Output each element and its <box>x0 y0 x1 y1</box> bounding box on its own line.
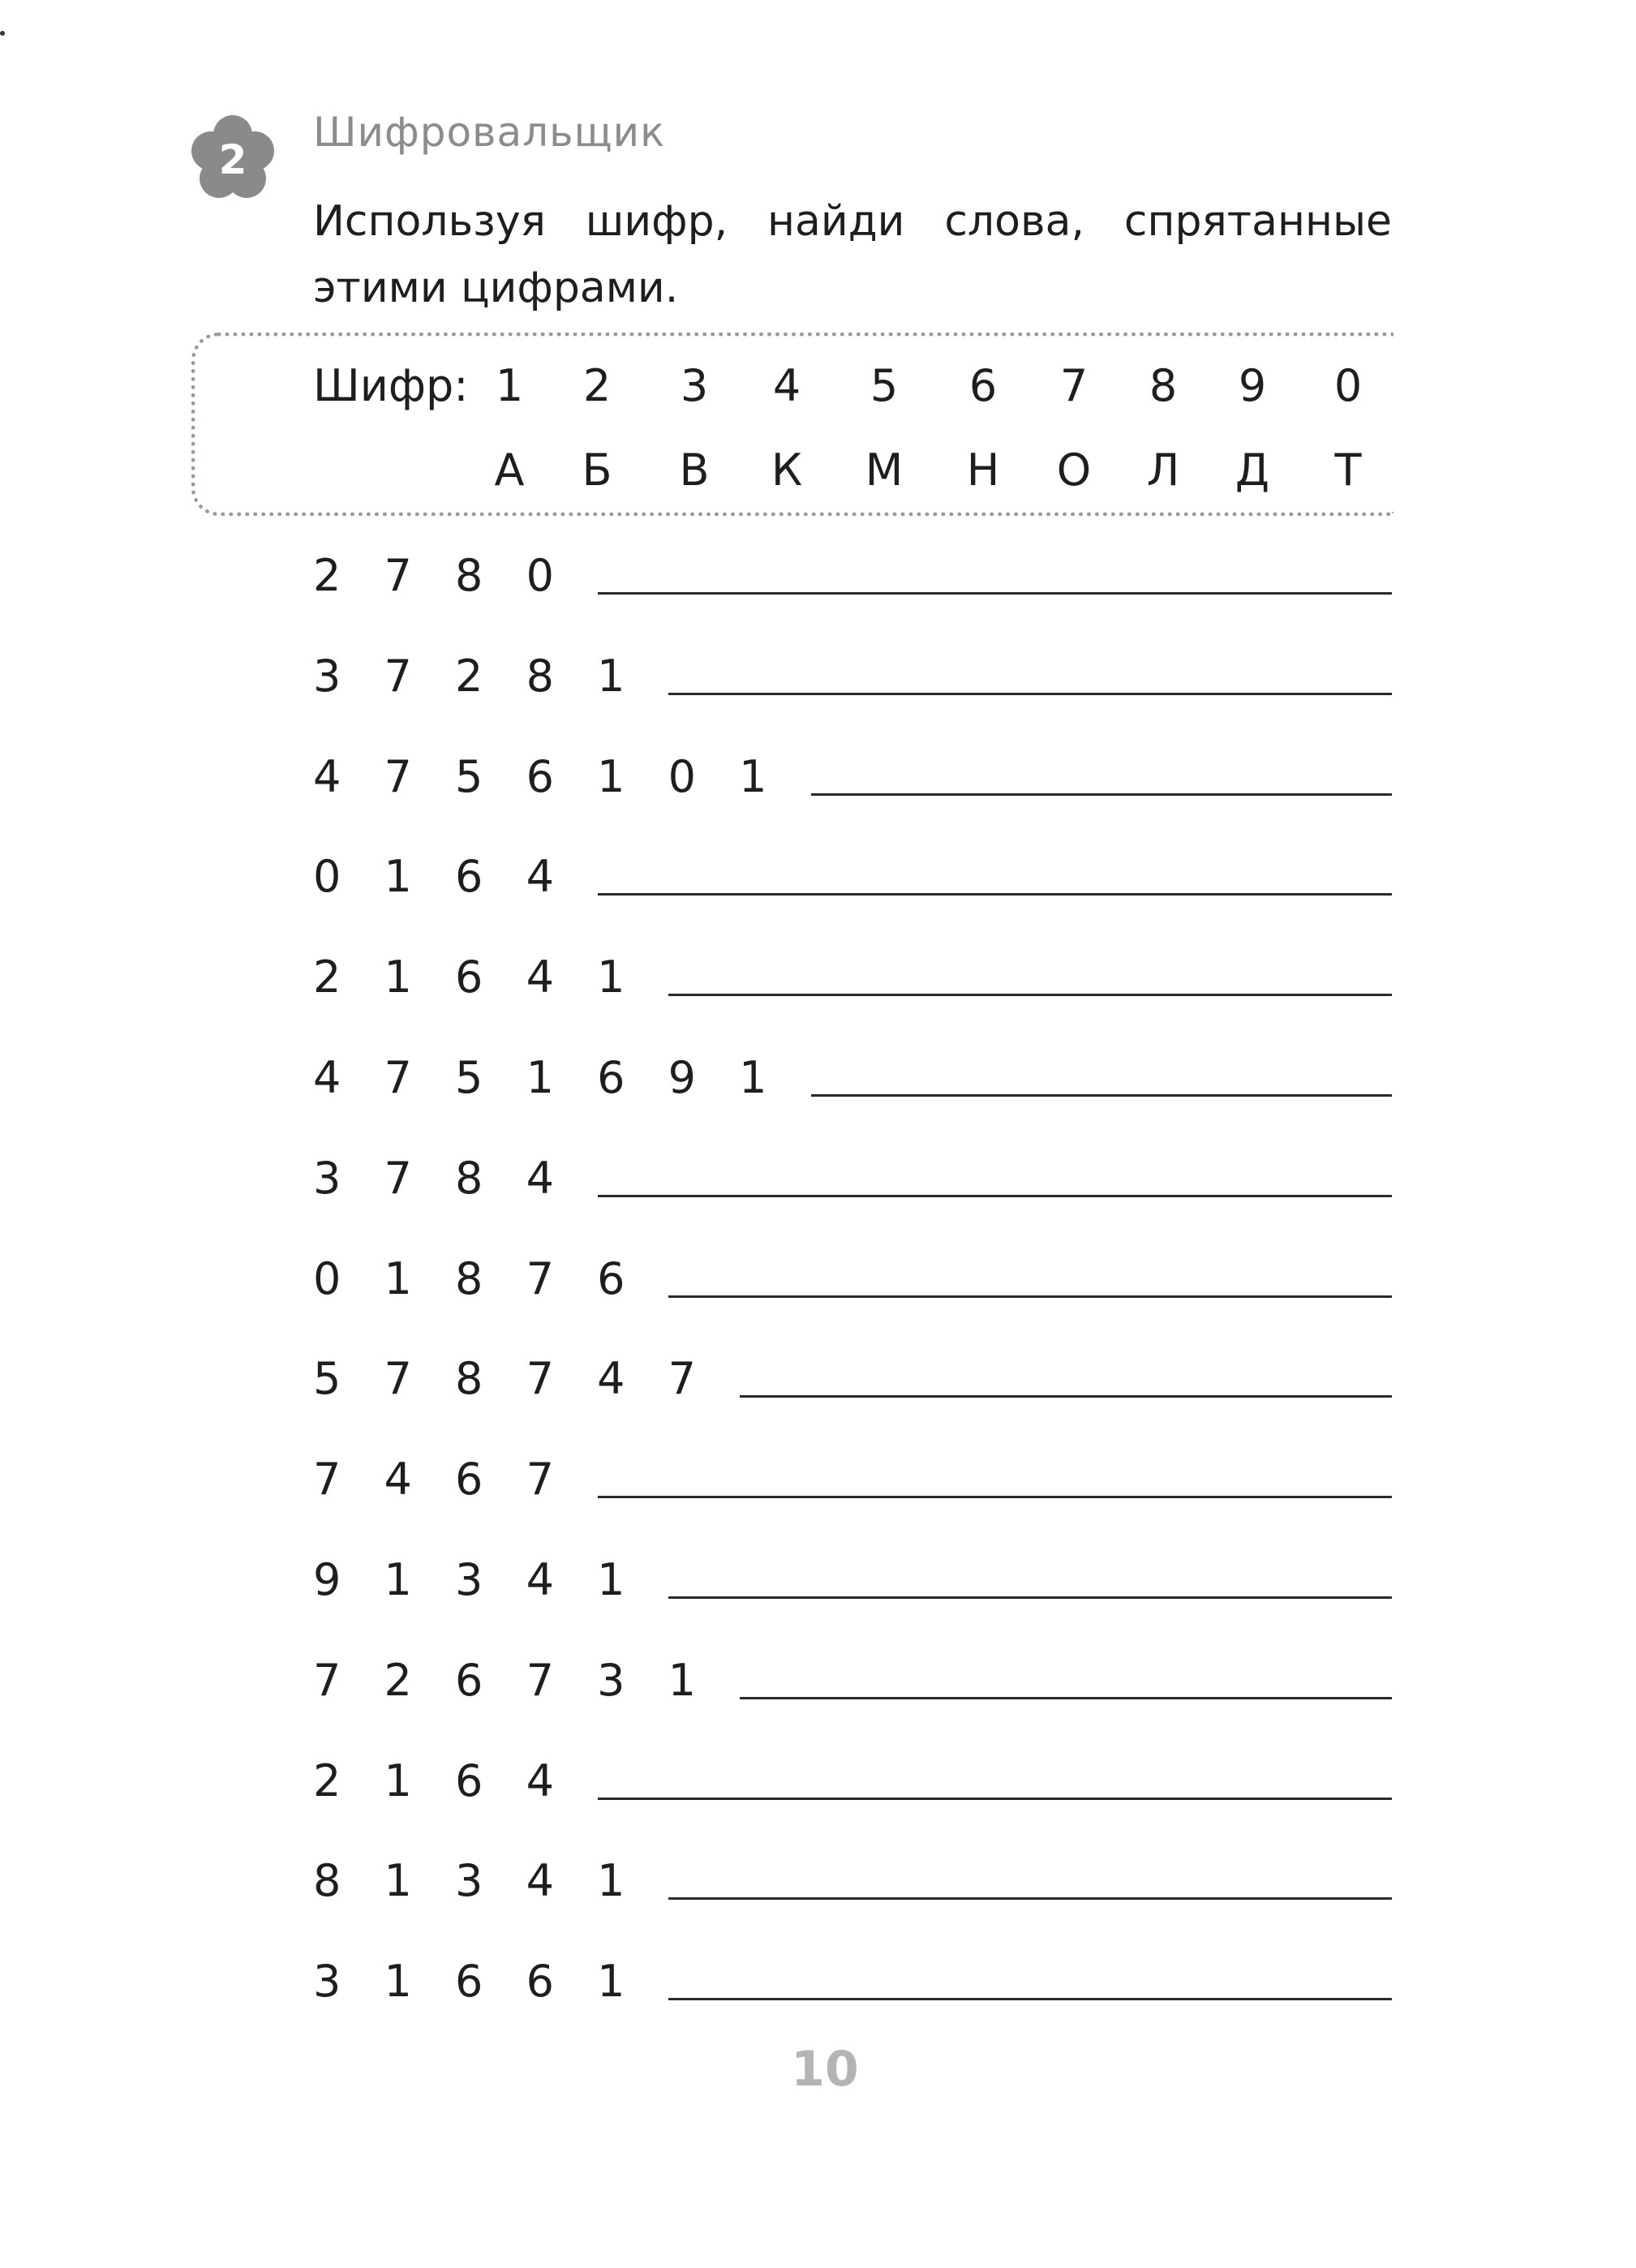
answer-line[interactable] <box>740 1395 1392 1398</box>
answer-line[interactable] <box>668 693 1392 695</box>
answer-line[interactable] <box>668 1998 1392 2000</box>
cipher-code: 9 1 3 4 1 <box>313 1554 640 1605</box>
page-number: 10 <box>791 2041 859 2098</box>
answer-line[interactable] <box>811 1094 1393 1097</box>
cipher-code: 8 1 3 4 1 <box>313 1855 640 1906</box>
scan-speck <box>0 31 5 36</box>
answer-line[interactable] <box>598 1496 1392 1498</box>
cipher-letter: Б <box>582 445 612 496</box>
cipher-code: 2 1 6 4 <box>313 1755 569 1806</box>
cipher-code: 2 1 6 4 1 <box>313 951 640 1003</box>
cipher-letter: М <box>865 445 904 496</box>
cipher-digit: 0 <box>1333 360 1363 411</box>
cipher-code: 5 7 8 7 4 7 <box>313 1353 711 1404</box>
cipher-letter: В <box>679 445 710 496</box>
cipher-code: 3 7 8 4 <box>313 1153 569 1204</box>
cipher-letter: А <box>494 445 525 496</box>
answer-line[interactable] <box>598 1798 1392 1800</box>
answer-line[interactable] <box>598 592 1392 595</box>
instruction <box>313 188 1392 321</box>
cipher-label: Шифр: <box>313 360 469 411</box>
cipher-digit: 9 <box>1238 360 1267 411</box>
cipher-digit: 5 <box>870 360 899 411</box>
cipher-digit: 6 <box>968 360 998 411</box>
cipher-code: 7 4 6 7 <box>313 1454 569 1505</box>
cipher-digit: 1 <box>495 360 524 411</box>
cipher-letter: Н <box>966 445 1000 496</box>
cipher-letter: Д <box>1235 445 1270 496</box>
answer-line[interactable] <box>740 1697 1392 1699</box>
cipher-code: 4 7 5 6 1 0 1 <box>313 751 782 802</box>
cipher-letter: Л <box>1146 445 1180 496</box>
cipher-code: 0 1 6 4 <box>313 851 569 902</box>
cipher-code: 2 7 8 0 <box>313 550 569 601</box>
cipher-digit: 8 <box>1149 360 1178 411</box>
cipher-letter: Т <box>1334 445 1362 496</box>
exercise-number-flower-icon <box>188 114 277 203</box>
cipher-code: 4 7 5 1 6 9 1 <box>313 1052 782 1103</box>
cipher-code: 0 1 8 7 6 <box>313 1253 640 1304</box>
answer-line[interactable] <box>598 1195 1392 1197</box>
answer-line[interactable] <box>668 994 1392 996</box>
cipher-letter: О <box>1056 445 1092 496</box>
instruction-line-2: этими цифрами. <box>313 264 679 312</box>
answer-line[interactable] <box>668 1295 1392 1298</box>
cipher-digit: 7 <box>1059 360 1089 411</box>
answer-line[interactable] <box>811 793 1393 796</box>
exercise-title: Шифровальщик <box>313 109 666 156</box>
answer-line[interactable] <box>668 1596 1392 1599</box>
cipher-code: 7 2 6 7 3 1 <box>313 1655 711 1706</box>
cipher-code: 3 7 2 8 1 <box>313 651 640 702</box>
answer-line[interactable] <box>598 893 1392 896</box>
cipher-digit: 2 <box>582 360 612 411</box>
cipher-code: 3 1 6 6 1 <box>313 1956 640 2007</box>
cipher-digit: 3 <box>680 360 709 411</box>
answer-line[interactable] <box>668 1897 1392 1900</box>
exercise-number: 2 <box>218 136 247 183</box>
instruction-line-1: Используя шифр, найди слова, спрятанные <box>313 197 1392 246</box>
cipher-digit: 4 <box>772 360 801 411</box>
cipher-letter: К <box>771 445 803 496</box>
